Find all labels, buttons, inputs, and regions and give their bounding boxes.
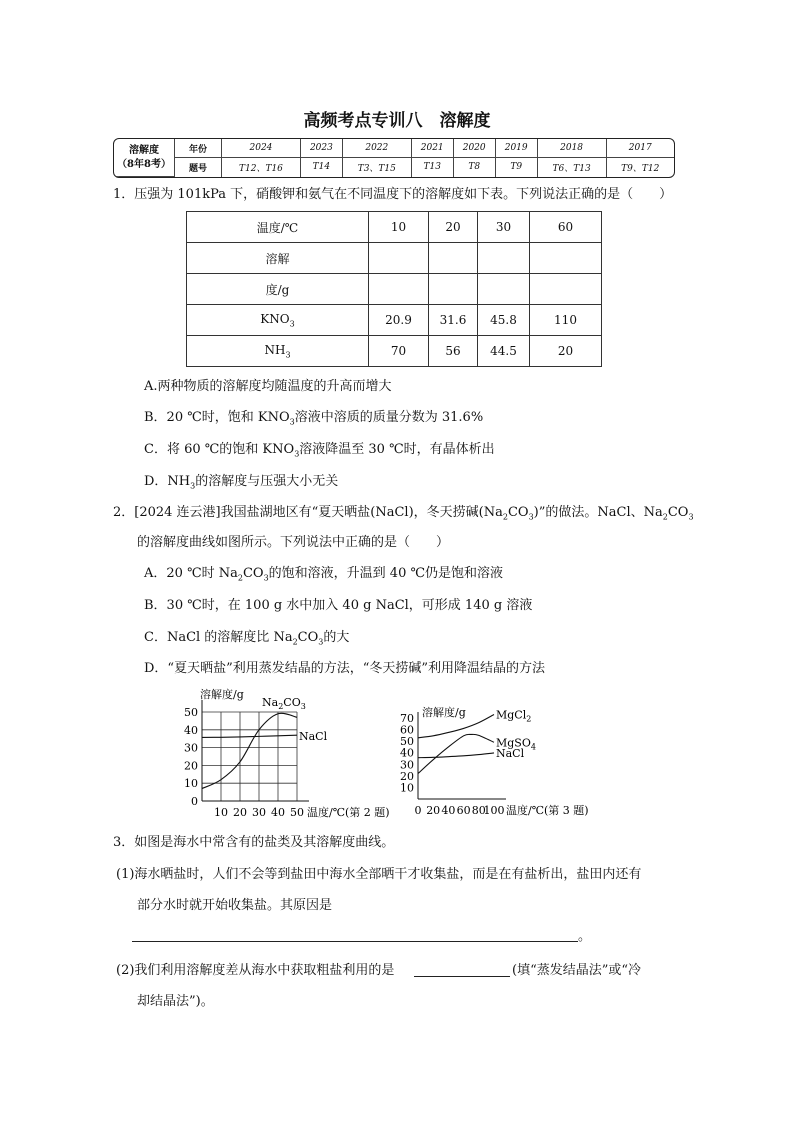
question-cell: T3、T15 [342, 158, 411, 177]
series-label-text: NaCl [299, 730, 328, 744]
question-cell: T14 [300, 158, 342, 177]
table-header-cell: 20 [429, 212, 478, 243]
y-tick-label: 40 [400, 746, 414, 760]
y-tick-label: 20 [400, 769, 414, 783]
q2-stem-line2: 的溶解度曲线如图所示。下列说法中正确的是（ ） [137, 535, 450, 550]
year-cell: 2022 [342, 139, 411, 158]
q3-part2-line2: 却结晶法”)。 [137, 994, 214, 1009]
chart-q3 [394, 700, 614, 822]
table-cell [530, 274, 602, 305]
q2-stem-text: CO [507, 505, 529, 520]
question-cell: T13 [411, 158, 453, 177]
table-cell [530, 243, 602, 274]
q3-stem: 3．如图是海水中常含有的盐类及其溶解度曲线。 [113, 835, 395, 850]
year-cell: 2024 [222, 139, 301, 158]
table-cell: 31.6 [429, 305, 478, 336]
y-tick-label: 0 [191, 795, 198, 808]
q2-stem-sub: 3 [528, 512, 534, 522]
q1-option-b-text1: B．20 ℃时，饱和 KNO [144, 410, 290, 425]
table-cell: 45.8 [478, 305, 530, 336]
y-axis-label: 溶解度/g [422, 706, 466, 719]
q1-option-b [144, 408, 483, 433]
q1-option-c-sub: 3 [294, 449, 300, 459]
table-cell [478, 243, 530, 274]
q1-option-b-text2: 溶液中溶质的质量分数为 31.6% [294, 410, 484, 425]
question-cell: T12、T16 [222, 158, 301, 177]
x-tick-label: 40 [271, 806, 285, 819]
q3-part1-line2: 部分水时就开始收集盐。其原因是 [137, 898, 333, 913]
q1-option-a: A.两种物质的溶解度均随温度的升高而增大 [144, 379, 392, 394]
q2-option-c [144, 628, 349, 653]
q3-part2-line1a: (2)我们利用溶解度差从海水中获取粗盐利用的是 [116, 963, 395, 978]
page-title: 高频考点专训八 溶解度 [303, 111, 491, 131]
x-axis-label: 温度/℃(第 2 题) [307, 806, 390, 819]
series-label-text: NaCl [496, 746, 525, 760]
table-header-cell: 温度/℃ [187, 212, 369, 243]
q1-option-c [144, 440, 495, 465]
x-tick-label: 60 [456, 804, 471, 817]
table-cell: 110 [530, 305, 602, 336]
q3-part2-line1b: (填“蒸发结晶法”或“冷 [512, 963, 642, 978]
table-cell [429, 243, 478, 274]
table-cell [369, 243, 429, 274]
q1-option-d-sub: 3 [190, 481, 196, 491]
year-cell: 2023 [300, 139, 342, 158]
series-label-text: Na [262, 696, 279, 709]
x-tick-label: 20 [426, 804, 441, 817]
table-row-label [187, 336, 369, 367]
q2-option-c-sub: 3 [318, 637, 324, 647]
series-label [299, 730, 328, 743]
q2-stem-sub: 3 [688, 512, 694, 522]
year-cell: 2018 [537, 139, 606, 158]
x-tick-label: 80 [471, 804, 486, 817]
table-header-cell: 60 [530, 212, 602, 243]
q1-option-b-sub: 3 [289, 417, 295, 427]
series-label-text: MgCl [496, 708, 527, 722]
frequency-table [113, 138, 675, 178]
q1-option-d-text2: 的溶解度与压强大小无关 [195, 474, 339, 489]
series-label [496, 747, 525, 760]
y-axis-label: 溶解度/g [200, 688, 244, 701]
series-line [202, 735, 297, 737]
y-tick-label: 60 [400, 723, 414, 737]
q2-option-a-text: CO [242, 566, 264, 581]
series-line [418, 753, 494, 758]
chart-q2 [180, 688, 400, 822]
year-cell: 2020 [453, 139, 495, 158]
table-row-label: 溶解 [187, 243, 369, 274]
q2-option-a-text: A．20 ℃时 Na [144, 566, 238, 581]
q1-option-c-text1: C．将 60 ℃的饱和 KNO [144, 442, 295, 457]
y-tick-label: 10 [400, 781, 414, 795]
y-tick-label: 30 [400, 758, 414, 772]
q2-option-c-sub: 2 [292, 637, 298, 647]
question-cell: T8 [453, 158, 495, 177]
q2-stem-text: CO [667, 505, 689, 520]
table-row-label: 度/g [187, 274, 369, 305]
table-cell: 20 [530, 336, 602, 367]
x-tick-label: 50 [290, 806, 304, 819]
q2-option-a [144, 564, 503, 589]
year-cell: 2017 [606, 139, 674, 158]
y-tick-label: 40 [184, 723, 198, 737]
series-line [202, 713, 297, 788]
series-label-sub: 3 [300, 702, 306, 711]
q1-data-table [186, 211, 602, 367]
q1-option-d-text1: D．NH [144, 474, 191, 489]
year-cell: 2019 [495, 139, 537, 158]
table-cell [478, 274, 530, 305]
q2-option-c-text: C．NaCl 的溶解度比 Na [144, 630, 293, 645]
x-tick-label: 20 [233, 806, 247, 819]
nh3-name: NH [264, 342, 286, 357]
nh3-sub: 3 [285, 350, 291, 360]
q1-stem: 1．压强为 101kPa 下，硝酸钾和氨气在不同温度下的溶解度如下表。下列说法正确的是（ ） [113, 187, 673, 202]
series-label-text: MgSO [496, 736, 531, 750]
series-label [262, 696, 306, 711]
frequency-category-line2: （8年8考） [117, 158, 171, 170]
y-tick-label: 10 [184, 777, 198, 791]
q2-stem-line1 [113, 503, 694, 528]
y-tick-label: 50 [184, 706, 198, 719]
table-cell: 70 [369, 336, 429, 367]
table-cell: 44.5 [478, 336, 530, 367]
series-label-sub: 4 [530, 742, 536, 752]
x-tick-label: 30 [252, 806, 266, 819]
q2-option-b: B．30 ℃时，在 100 g 水中加入 40 g NaCl，可形成 140 g 溶液 [144, 598, 533, 613]
q1-option-d [144, 472, 338, 497]
q2-option-a-sub: 3 [263, 573, 269, 583]
table-header-cell: 10 [369, 212, 429, 243]
q2-option-a-sub: 2 [237, 573, 243, 583]
year-row-label: 年份 [175, 139, 222, 158]
q2-stem-text: )”的做法。NaCl、Na [533, 505, 663, 520]
frequency-category-line1: 溶解度 [129, 144, 159, 156]
question-cell: T9、T12 [606, 158, 674, 177]
y-tick-label: 20 [184, 759, 198, 773]
chart-q3-plot [400, 705, 589, 817]
table-cell [369, 274, 429, 305]
x-tick-label: 100 [483, 804, 505, 817]
x-tick-label: 10 [214, 806, 228, 819]
x-tick-label: 40 [441, 804, 456, 817]
q2-option-a-text: 的饱和溶液，升温到 40 ℃仍是饱和溶液 [268, 566, 504, 581]
table-header-cell: 30 [478, 212, 530, 243]
table-row-label [187, 305, 369, 336]
q2-option-d: D．“夏天晒盐”利用蒸发结晶的方法，“冬天捞碱”利用降温结晶的方法 [144, 661, 546, 676]
q3-part1-line1: (1)海水晒盐时，人们不会等到盐田中海水全部晒干才收集盐，而是在有盐析出，盐田内还有 [116, 867, 642, 882]
q3-part1-end: 。 [578, 929, 592, 944]
q2-stem-sub: 2 [502, 512, 508, 522]
q3-part1-answer-blank[interactable] [132, 941, 578, 942]
frequency-category [114, 139, 175, 177]
series-label-sub: 2 [278, 702, 284, 711]
x-axis-label: 温度/℃(第 3 题) [506, 804, 589, 817]
q2-option-c-text: 的大 [323, 630, 350, 645]
question-cell: T6、T13 [537, 158, 606, 177]
q2-stem-text: 2．[2024 连云港]我国盐湖地区有“夏天晒盐(NaCl)，冬天捞碱(Na [113, 505, 503, 520]
year-cell: 2021 [411, 139, 453, 158]
table-cell: 56 [429, 336, 478, 367]
q1-option-c-text2: 溶液降温至 30 ℃时，有晶体析出 [299, 442, 495, 457]
question-cell: T9 [495, 158, 537, 177]
table-cell: 20.9 [369, 305, 429, 336]
y-tick-label: 50 [400, 735, 414, 749]
series-label-sub: 2 [526, 714, 532, 724]
x-tick-label: 0 [414, 804, 422, 817]
kno3-sub: 3 [289, 319, 295, 329]
y-tick-label: 30 [184, 741, 198, 755]
q2-stem-sub: 2 [662, 512, 668, 522]
y-tick-label: 70 [400, 712, 414, 725]
chart-q2-plot [184, 688, 390, 819]
series-label-text: CO [283, 696, 301, 709]
kno3-name: KNO [260, 311, 290, 326]
table-cell [429, 274, 478, 305]
q3-part2-answer-blank[interactable] [414, 976, 510, 977]
question-row-label: 题号 [175, 158, 222, 177]
series-label [496, 709, 531, 724]
q2-option-c-text: CO [297, 630, 319, 645]
